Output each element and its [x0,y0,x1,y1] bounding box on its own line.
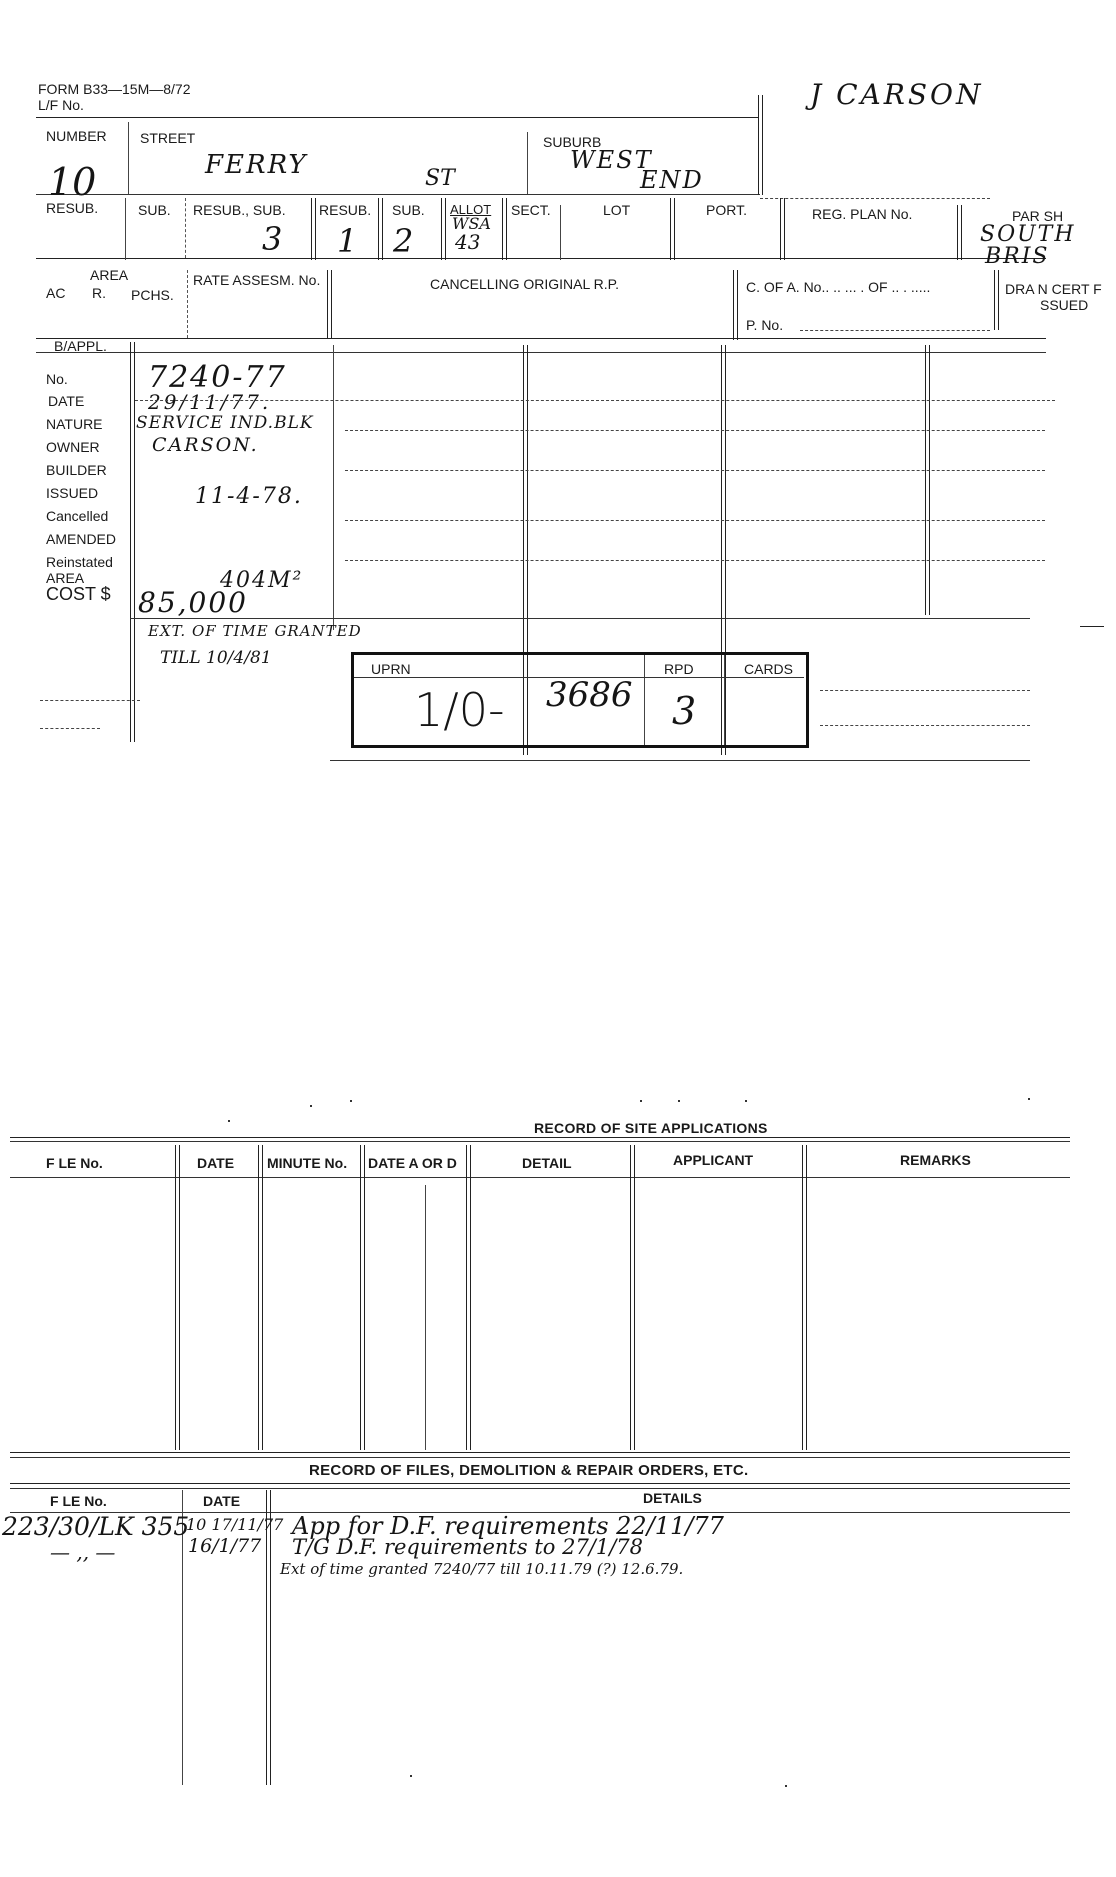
uprn-value: 1/0- [414,683,505,737]
street-value: FERRY [205,150,308,180]
site-applications-title: RECORD OF SITE APPLICATIONS [534,1120,768,1136]
allot-label: ALLOT [450,202,492,217]
uprn-value-2: 3686 [546,675,633,715]
drain-cert-label-1: DRA N CERT F [1005,281,1102,297]
sect-label: SECT. [511,202,551,218]
rate-assess-label: RATE ASSESM. No. [193,272,321,288]
resub2-value: 1 [337,222,358,260]
b-appl-label-no: No. [46,371,68,387]
b-appl-header: B/APPL. [54,338,107,354]
pchs-label: PCHS. [131,287,174,303]
sub2-label: SUB. [392,202,425,218]
b-appl-label-area: AREA [46,570,85,586]
street-label: STREET [140,130,196,146]
allot-value-line1: WSA [452,214,491,233]
site-col-minute-no: MINUTE No. [267,1155,348,1171]
b-appl-label-amended: AMENDED [46,531,117,547]
port-label: PORT. [706,202,747,218]
files-row1-date: 10 17/11/77 [186,1515,284,1534]
b-appl-value-area: 404M² [220,568,304,593]
b-appl-label-reinstated: Reinstated [46,554,113,570]
b-appl-value-owner: CARSON. [152,434,259,456]
files-row2-file-no: — ,, — [50,1540,116,1564]
b-appl-label-cancelled: Cancelled [46,508,109,524]
b-appl-label-nature: NATURE [46,416,103,432]
b-appl-label-builder: BUILDER [46,462,107,478]
files-row1-details: App for D.F. requirements 22/11/77 [292,1512,724,1540]
uprn-stamp [351,652,809,748]
rpd-value: 3 [672,689,697,733]
extension-line2: TILL 10/4/81 [160,648,272,668]
reg-plan-label: REG. PLAN No. [812,206,913,222]
ac-label: AC [46,285,66,301]
files-record-title: RECORD OF FILES, DEMOLITION & REPAIR ORDERS, ETC. [309,1462,749,1479]
c-of-a-label: C. OF A. No.. .. ... . OF .. . ..... [746,279,931,295]
resub2-label: RESUB. [319,202,372,218]
parish-label: PAR SH [1012,208,1064,224]
b-appl-label-issued: ISSUED [46,485,99,501]
owner-annotation: J CARSON [810,78,984,111]
site-col-date: DATE [197,1155,235,1171]
files-row1-file-no: 223/30/LK 355 [2,1512,190,1541]
site-col-file-no: F LE No. [46,1155,103,1171]
b-appl-value-no: 7240-77 [148,360,287,395]
number-value: 10 [48,160,97,204]
resub-label: RESUB. [46,200,99,216]
sub2-value: 2 [393,222,414,260]
site-col-date-a-or-d: DATE A OR D [368,1155,457,1171]
lot-label: LOT [603,202,631,218]
site-col-remarks: REMARKS [900,1152,971,1168]
resub-sub-label: RESUB., SUB. [193,202,286,218]
p-no-label: P. No. [746,317,784,333]
files-row2-date: 16/1/77 [188,1535,262,1557]
cancelling-label: CANCELLING ORIGINAL R.P. [430,276,620,292]
b-appl-value-issued: 11-4-78. [195,484,303,509]
drain-cert-label-2: SSUED [1040,297,1089,313]
parish-value-line2: BRIS [985,244,1050,269]
b-appl-value-date: 29/11/77. [148,390,272,414]
cards-label: CARDS [744,661,794,677]
files-col-date: DATE [203,1493,241,1509]
resub-sub-value: 3 [262,220,283,258]
files-row2-details: T/G D.F. requirements to 27/1/78 [292,1535,644,1559]
site-col-detail: DETAIL [522,1155,572,1171]
suburb-label: SUBURB [543,134,602,150]
area-label: AREA [90,267,129,283]
uprn-label: UPRN [371,661,411,677]
form-code: FORM B33—15M—8/72 [38,81,191,97]
extension-line1: EXT. OF TIME GRANTED [148,622,362,640]
sub-label: SUB. [138,202,171,218]
r-label: R. [92,285,106,301]
files-row3-details: Ext of time granted 7240/77 till 10.11.79 (?) 12.6.79. [280,1560,684,1578]
parish-value-line1: SOUTH [980,222,1076,247]
b-appl-label-cost: COST $ [46,584,111,604]
lf-number-label: L/F No. [38,97,84,113]
suburb-value-line1: WEST [570,146,653,174]
street-suffix-value: ST [425,166,455,191]
allot-value-line2: 43 [455,230,481,254]
b-appl-label-date: DATE [48,393,85,409]
b-appl-value-cost: 85,000 [138,586,248,619]
rpd-label: RPD [664,661,694,677]
files-col-file-no: F LE No. [50,1493,107,1509]
site-col-applicant: APPLICANT [673,1152,754,1168]
suburb-value-line2: END [640,166,704,194]
number-label: NUMBER [46,128,107,144]
b-appl-label-owner: OWNER [46,439,100,455]
files-col-details: DETAILS [643,1490,702,1506]
b-appl-value-nature: SERVICE IND.BLK [136,413,314,433]
